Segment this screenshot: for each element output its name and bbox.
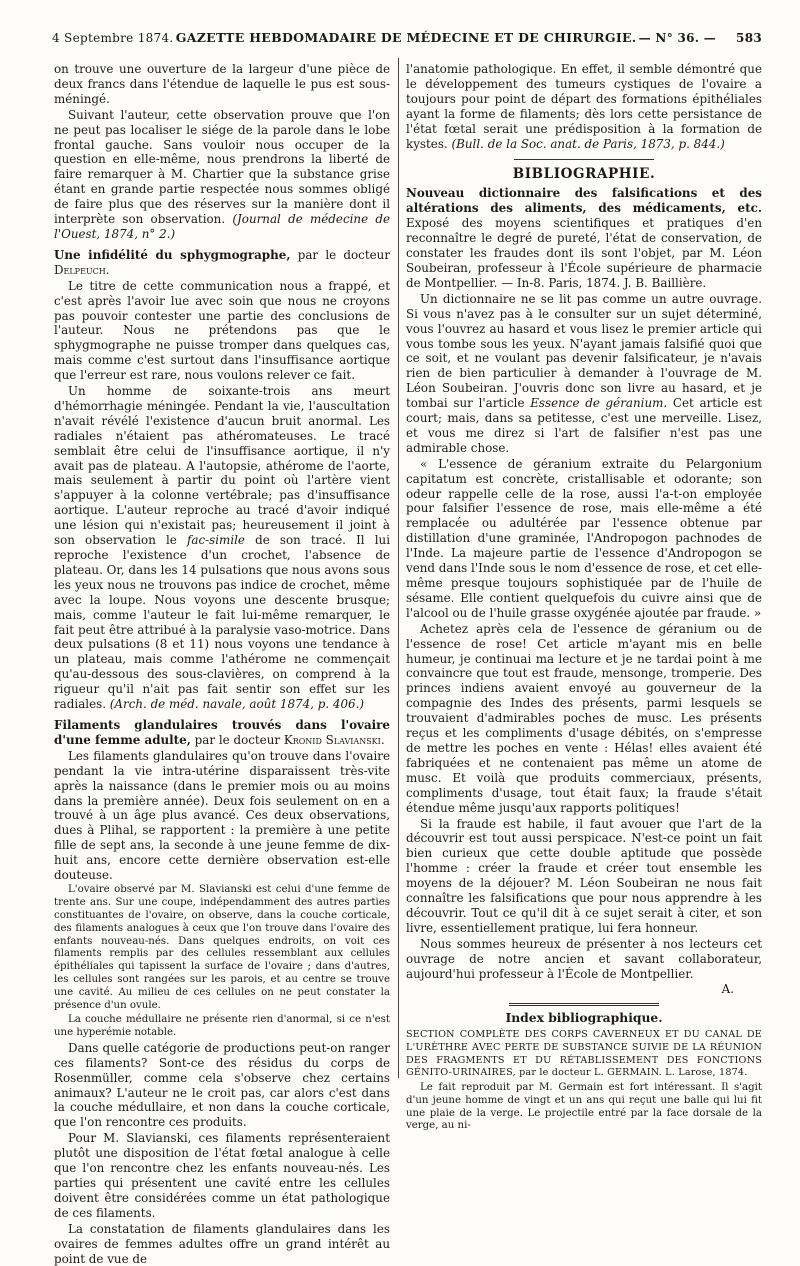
article-heading	[54, 718, 390, 748]
column-divider	[398, 58, 399, 1078]
article-title: Une infidélité du sphygmographe,	[54, 247, 291, 262]
right-column	[406, 62, 762, 1132]
book-details: Exposé des moyens scientifiques et pratiques d'en reconnaître le degré de pureté, l'état de conservation, de constater les fraudes dont ils sont l'objet, par M. Léon Soubeiran, professeur à l'École supérieure de pharmacie de Montpellier. — In-8. Paris, 1874. J. B. Baillière.	[406, 216, 762, 290]
article-byline: par le docteur	[190, 732, 284, 747]
section-rule	[514, 159, 654, 160]
issue-date: 4 Septembre 1874.	[52, 31, 174, 45]
book-title: Nouveau dictionnaire des falsifications et des altérations des aliments, des médicaments, etc.	[406, 186, 762, 216]
section-title: BIBLIOGRAPHIE.	[512, 166, 656, 183]
article-title: Filaments glandulaires trouvés dans l'ovaire d'une femme adulte,	[54, 717, 390, 747]
paragraph: Les filaments glandulaires qu'on trouve dans l'ovaire pendant la vie intra-utérine disparaissent très-vite après la naissance (dans le premier mois ou au moins dans la première année). Deux fois seulement on en a trouvé à un âge plus avancé. Ces deux observations, dues à Plihal, se rapportent : la première à une petite fille de sept ans, la seconde à une jeune femme de dix-huit ans, encore cette dernière observation est-elle douteuse.	[54, 748, 390, 883]
paragraph-text: Suivant l'auteur, cette observation prouve que l'on ne peut pas localiser le siége de la parole dans le lobe frontal gauche. Sans vouloir nous occuper de la question en elle-même, nous prendrons la liberté de faire remarquer à M. Chartier que la substance grise étant en grande partie respectée nous sommes obligé de faire plus que des réserves sur la manière dont il interprète son observation.	[54, 107, 390, 227]
article-author: Delpeuch.	[54, 262, 110, 277]
paragraph: on trouve une ouverture de la largeur d'une pièce de deux francs dans l'étendue de laquelle le pus est sous-méningé.	[54, 62, 390, 106]
paragraph-small: L'ovaire observé par M. Slavianski est celui d'une femme de trente ans. Sur une coupe, indépendamment des autres parties constituantes de l'ovaire, on observe, dans la couche corticale, des filaments analogues à ceux que l'on trouve dans l'ovaire des enfants nouveau-nés. Dans quelques endroits, on voit ces filaments remplis par des cellules ressemblant aux cellules épithéliales qui tapissent la surface de l'ovaire ; dans d'autres, les cellules sont rangées sur les parois, et au centre se trouve une cavité. Au milieu de ces cellules on ne peut constater la présence d'un ovule.	[54, 883, 390, 1012]
paragraph-text: l'anatomie pathologique. En effet, il semble démontré que le développement des tumeurs cystiques de l'ovaire a toujours pour point de départ des formations épithéliales ayant la forme de filaments; dès lors cette persistance de l'état fœtal serait une prédisposition à la formation de kystes.	[406, 62, 762, 151]
paragraph: Pour M. Slavianski, ces filaments représenteraient plutôt une disposition de l'état fœtal analogue à celle que l'on rencontre chez les enfants nouveau-nés. Les parties qui présentent une cavité entre les cellules doivent être considérées comme un état pathologique de ces filaments.	[54, 1131, 390, 1220]
paragraph: Nous sommes heureux de présenter à nos lecteurs cet ouvrage de notre ancien et savant collaborateur, aujourd'hui professeur à l'École de Montpellier.	[406, 936, 762, 981]
page-header	[52, 30, 762, 52]
page-number: 583	[736, 31, 762, 45]
paragraph-text: de son tracé. Il lui reproche l'existence d'un crochet, l'absence de plateau. Or, dans les 14 pulsations que nous avons sous les yeux nous ne trouvons pas indice de crochet, même avec la loupe. Nous voyons une descente brusque; mais, comme l'auteur le fait lui-même remarquer, le fait peut être attribué à la paralysie vaso-motrice. Dans deux pulsations (8 et 11) nous voyons une tendance à un plateau, mais comme l'athérome ne commençait qu'au-dessous des sous-clavières, on comprend à la rigueur qu'il n'ait pas fait sentir son effet sur les radiales.	[54, 533, 390, 712]
emphasis: fac-simile	[186, 533, 245, 548]
paragraph-text: Un homme de soixante-trois ans meurt d'hémorrhagie méningée. Pendant la vie, l'auscultation n'avait révélé l'existence d'aucun bruit anormal. Les radiales n'étaient pas athéromateuses. Le tracé semblait être celui de l'insuffisance aortique, il n'y avait pas de plateau. A l'autopsie, athérome de l'aorte, mais seulement à partir du point où l'artère vient s'appuyer à la colonne vertébrale; pas d'insuffisance aortique. L'auteur reproche au tracé d'avoir indiqué une lésion qui n'existait pas; heureusement il joint à son observation le	[54, 384, 390, 548]
paragraph: Le titre de cette communication nous a frappé, et c'est après l'avoir lue avec soin que nous ne croyons pas pouvoir contester une partie des conclusions de l'auteur. Nous ne prétendons pas que le sphygmographe ne puisse tromper dans quelques cas, mais comme c'est surtout dans l'insuffisance aortique que l'erreur est rare, nous voulons relever ce fait.	[54, 278, 390, 383]
left-column	[54, 62, 391, 1266]
paragraph: Dans quelle catégorie de productions peut-on ranger ces filaments? Sont-ce des résidus du corps de Rosenmüller, comme cela s'observe chez certains animaux? L'auteur ne le croit pas, car alors c'est dans la couche médullaire, et non dans la couche corticale, que l'on rencontre ces produits.	[54, 1040, 390, 1130]
paragraph	[406, 292, 762, 456]
quotation: « L'essence de géranium extraite du Pelargonium capitatum est concrète, cristallisable et odorante; son odeur rappelle celle de la rose, aussi l'a-t-on employée pour falsifier l'essence de rose, mais elle-même a été remplacée ou adultérée par l'essence obtenue par distillation d'une graminée, l'Andropogon pachnodes de l'Inde. La majeure partie de l'essence d'Andropogon se vend dans l'Inde sous le nom d'essence de rose, et cet elle-même presque toujours sophistiquée par de l'huile de sésame. Elle contient quelquefois du cuivre ainsi que de l'alcool ou de l'huile grasse oxygénée ajoutée par fraude. »	[406, 456, 762, 620]
section-rule	[509, 1003, 659, 1006]
paragraph-text: Un dictionnaire ne se lit pas comme un autre ouvrage. Si vous n'avez pas à le consulter sur un sujet déterminé, vous l'ouvrez au hasard et vous lisez le premier article qui vous tombe sous les yeux. N'ayant jamais falsifié quoi que ce soit, et ne voulant pas devenir falsificateur, je n'avais rien de bien particulier à demander à l'ouvrage de M. Léon Soubeiran. J'ouvris donc son livre au hasard, et je tombai sur l'article	[406, 291, 762, 411]
paragraph-text: . Cet article est court; mais, dans sa petitesse, c'est une merveille. Lisez, et vous me direz si l'art de falsifier n'est pas une admirable chose.	[406, 396, 762, 455]
source-citation: (Arch. de méd. navale, août 1874, p. 406.)	[109, 697, 365, 712]
issue-info	[639, 31, 762, 45]
article-author: Kronid Slavianski.	[283, 732, 385, 747]
paragraph	[54, 108, 390, 242]
paragraph: Achetez après cela de l'essence de géranium ou de l'essence de rose! Cet article m'ayant mis en belle humeur, je continuai ma lecture et je ne tardai point à me convaincre que tout est fraude, mensonge, tromperie. Des princes indiens avaient envoyé au gouverneur de la compagnie des Indes des présents, parmi lesquels se trouvaient d'admirables poches de musc. Les présents reçus et les compliments d'usage débités, on s'empresse de mettre les poches en vente : Hélas! elles avaient été fabriquées et ne contenaient pas même un atome de musc. Et voilà que produits commerciaux, présents, compliments d'usage, tout était faux; la fraude s'était étendue même jusqu'aux rapports politiques!	[406, 621, 762, 815]
emphasis: Essence de géranium	[530, 396, 664, 411]
article-byline: par le docteur	[290, 247, 391, 262]
paragraph: La constatation de filaments glandulaires dans les ovaires de femmes adultes offre un grand intérêt au point de vue de	[54, 1221, 390, 1266]
index-entry-text: Le fait reproduit par M. Germain est fort intéressant. Il s'agit d'un jeune homme de vingt et un ans qui reçut une balle qui lui fit une plaie de la verge. Le projectile entré par la face dorsale de la verge, au ni-	[406, 1081, 762, 1132]
index-entry-title: SECTION COMPLÈTE DES CORPS CAVERNEUX ET DU CANAL DE L'URÈTHRE AVEC PERTE DE SUBSTANCE SUIVIE DE LA RÉUNION DES FRAGMENTS ET DU RÉTABLISSEMENT DES FONCTIONS GÉNITO-URINAIRES, par le docteur L. GERMAIN. L. Larose, 1874.	[406, 1029, 762, 1079]
paragraph	[54, 384, 390, 712]
signature: A.	[721, 982, 734, 997]
journal-title: GAZETTE HEBDOMADAIRE DE MÉDECINE ET DE CHIRURGIE.	[175, 30, 637, 45]
paragraph-small: La couche médullaire ne présente rien d'anormal, si ce n'est une hyperémie notable.	[54, 1014, 390, 1038]
paragraph	[406, 62, 762, 151]
source-citation: (Journal de médecine de l'Ouest, 1874, n° 2.)	[54, 212, 390, 241]
book-entry	[406, 186, 762, 290]
paragraph: Si la fraude est habile, il faut avouer que l'art de la découvrir est tout aussi perspicace. N'est-ce point un fait bien curieux que cette double aptitude que possède l'homme : créer la fraude et créer tout ensemble les moyens de la déjouer? M. Léon Soubeiran ne nous fait connaître les falsifications que pour nous apprendre à les découvrir. Tout ce qu'il dit à ce sujet serait à citer, et son livre, essentiellement pratique, lui fera honneur.	[406, 816, 762, 935]
source-citation: (Bull. de la Soc. anat. de Paris, 1873, p. 844.)	[451, 136, 725, 151]
index-title: Index bibliographique.	[505, 1010, 663, 1026]
issue-number: — N° 36. —	[638, 31, 717, 45]
article-heading	[54, 248, 390, 278]
